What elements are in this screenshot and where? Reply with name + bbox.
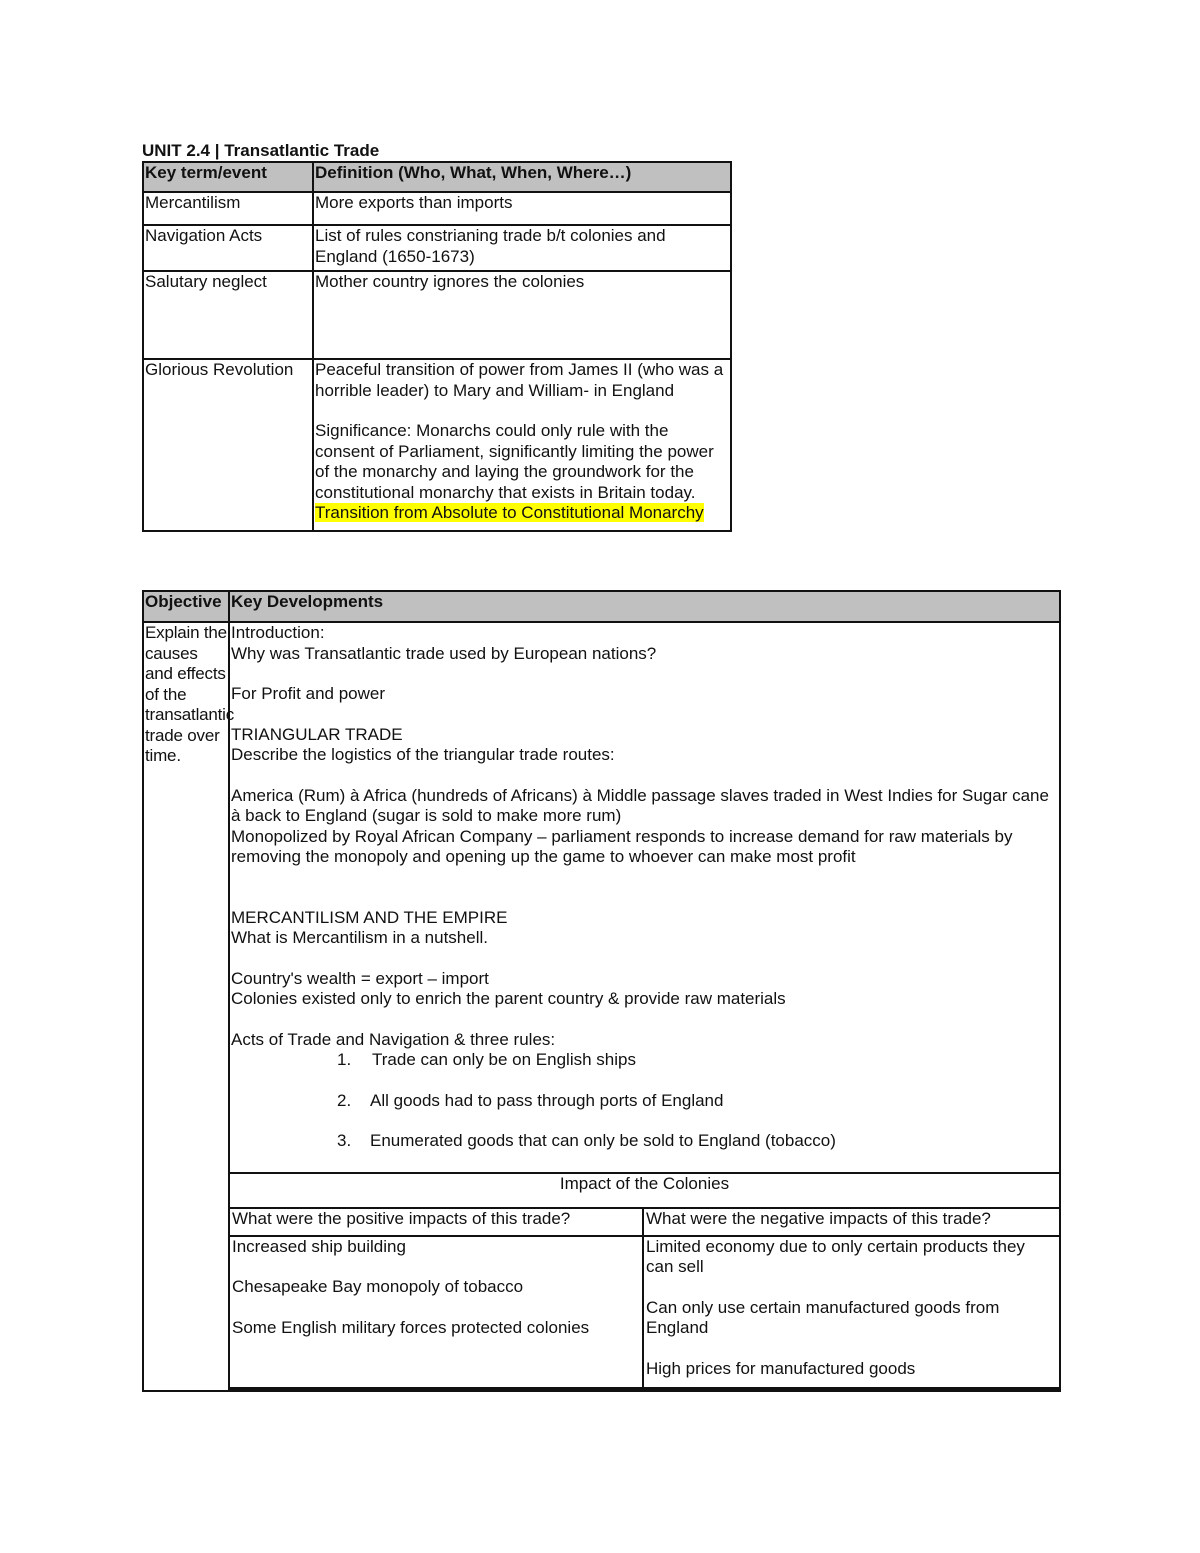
definition-cell: List of rules constrianing trade b/t colonies and England (1650-1673) [313,225,731,271]
acts-intro: Acts of Trade and Navigation & three rules: [231,1029,556,1049]
positive-impacts [230,1236,643,1387]
table-header-row [143,591,1060,622]
objective-cell: Explain the causes and effects of the transatlantic trade over time. [143,622,229,1391]
impact-title: Impact of the Colonies [230,1173,1059,1208]
list-item: High prices for manufactured goods [645,1358,916,1378]
term-cell: Salutary neglect [143,271,313,359]
table-row [143,271,731,359]
term-cell: Navigation Acts [143,225,313,271]
page-title: UNIT 2.4 | Transatlantic Trade [142,141,380,160]
definition-cell: More exports than imports [313,192,731,225]
negative-question: What were the negative impacts of this trade? [643,1208,1059,1236]
key-terms-table [142,161,732,532]
intro-answer: For Profit and power [231,684,386,703]
header-key-developments: Key Developments [229,591,1060,622]
list-item: 2. All goods had to pass through ports of England [337,1090,724,1110]
objectives-table [142,590,1061,1392]
list-item: Chesapeake Bay monopoly of tobacco [232,1277,524,1296]
negative-impacts [643,1236,1059,1387]
definition-cell [313,359,731,531]
table-row [143,359,731,531]
header-definition: Definition (Who, What, When, Where…) [313,162,731,192]
list-item: Limited economy due to only certain products they can sell [645,1236,1025,1276]
term-cell: Mercantilism [143,192,313,225]
list-item: 1. Trade can only be on English ships [337,1050,636,1069]
list-item: 3. Enumerated goods that can only be sold to England (tobacco) [337,1131,836,1150]
mercantilism-heading: MERCANTILISM AND THE EMPIRE [231,907,508,927]
rules-list [231,1050,1057,1152]
mercantilism-colonies: Colonies existed only to enrich the parent country & provide raw materials [231,989,786,1008]
mercantilism-question: What is Mercantilism in a nutshell. [231,928,488,947]
header-objective: Objective [143,591,229,622]
term-cell: Glorious Revolution [143,359,313,531]
header-key-term: Key term/event [143,162,313,192]
list-item: Can only use certain manufactured goods from England [645,1297,1000,1337]
mercantilism-formula: Country's wealth = export – import [231,968,489,988]
intro-question: Why was Transatlantic trade used by European nations? [231,643,657,663]
developments-cell [229,622,1060,1391]
triangular-monopoly: Monopolized by Royal African Company – parliament responds to increase demand for raw materials by removing the monopoly and opening up the game to whoever can make most profit [231,826,1013,866]
intro-label: Introduction: [231,623,325,642]
definition-paragraph: Peaceful transition of power from James II (who was a horrible leader) to Mary and William- in England [315,360,724,400]
impact-table [230,1172,1059,1387]
list-item: Some English military forces protected colonies [232,1317,590,1337]
table-row [143,192,731,225]
definition-paragraph: Significance: Monarchs could only rule with the consent of Parliament, significantly limiting the power of the monarchy and laying the groundwork for the constitutional monarchy that exists in Britain today. [315,421,714,502]
table-header-row [143,162,731,192]
triangular-route: America (Rum) à Africa (hundreds of Africans) à Middle passage slaves traded in West Indies for Sugar cane à back to England (sugar is sold to make more rum) [231,785,1049,825]
table-row [143,622,1060,1391]
list-item: Increased ship building [232,1236,406,1256]
highlighted-text: Transition from Absolute to Constitutional Monarchy [315,503,704,522]
triangular-heading: TRIANGULAR TRADE [231,724,403,744]
positive-question: What were the positive impacts of this trade? [230,1208,643,1236]
table-row [143,225,731,271]
triangular-question: Describe the logistics of the triangular trade routes: [231,745,615,764]
definition-cell: Mother country ignores the colonies [313,271,731,359]
